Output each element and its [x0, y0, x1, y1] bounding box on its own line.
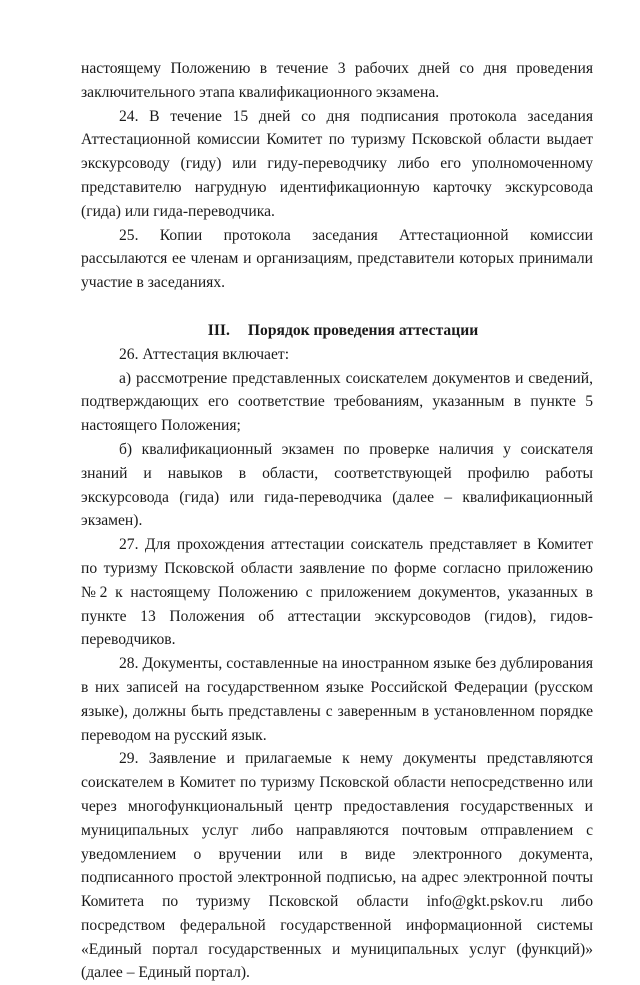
document-page: [81, 57, 593, 985]
paragraph-24: 24. В течение 15 дней со дня подписания протокола заседания Аттестационной комиссии Комитет по туризму Псковской области выдает экскурсоводу (гиду) или гиду-переводчику либо его уполномоченному представителю нагрудную идентификационную карточку экскурсовода (гида) или гида-переводчика.: [81, 107, 593, 220]
section-title: Порядок проведения аттестации: [247, 321, 479, 339]
section-number: III.: [207, 321, 230, 339]
paragraph-continuation: настоящему Положению в течение 3 рабочих дней со дня проведения заключительного этапа квалификационного экзамена.: [81, 60, 593, 101]
paragraph-27: 27. Для прохождения аттестации соискатель представляет в Комитет по туризму Псковской области заявление по форме согласно приложению №2 к настоящему Положению с приложением документов, указанных в пункте 13 Положения об аттестации экскурсоводов (гидов), гидов-переводчиков.: [81, 536, 593, 649]
paragraph-26: 26. Аттестация включает:: [119, 345, 290, 363]
section-gap: [81, 295, 593, 319]
paragraph-26b: б) квалификационный экзамен по проверке наличия у соискателя знаний и навыков в области, соответствующей профилю работы экскурсовода (гида) или гида-переводчика (далее – квалификационный экзамен).: [81, 440, 593, 530]
paragraph-29: 29. Заявление и прилагаемые к нему документы представляются соискателем в Комитет по туризму Псковской области непосредственно или через многофункциональный центр предоставления государственных и муниципальных услуг либо направляются почтовым отправлением с уведомлением о вручении или в виде электронного документа, подписанного простой электронной подписью, на адрес электронной почты Комитета по туризму Псковской области info@gkt.pskov.ru либо посредством федеральной государственной информационной системы «Единый портал государственных и муниципальных услуг (функций)» (далее – Единый портал).: [81, 750, 593, 982]
paragraph-26a: а) рассмотрение представленных соискателем документов и сведений, подтверждающих его соответствие требованиям, указанным в пункте 5 настоящего Положения;: [81, 369, 593, 435]
paragraph-28: 28. Документы, составленные на иностранном языке без дублирования в них записей на государственном языке Российской Федерации (русском языке), должны быть представлены с заверенным в установленном порядке переводом на русский язык.: [81, 655, 593, 744]
section-heading: [81, 319, 593, 343]
paragraph-25: 25. Копии протокола заседания Аттестационной комиссии рассылаются ее членам и организациям, представители которых принимали участие в заседаниях.: [81, 226, 593, 292]
